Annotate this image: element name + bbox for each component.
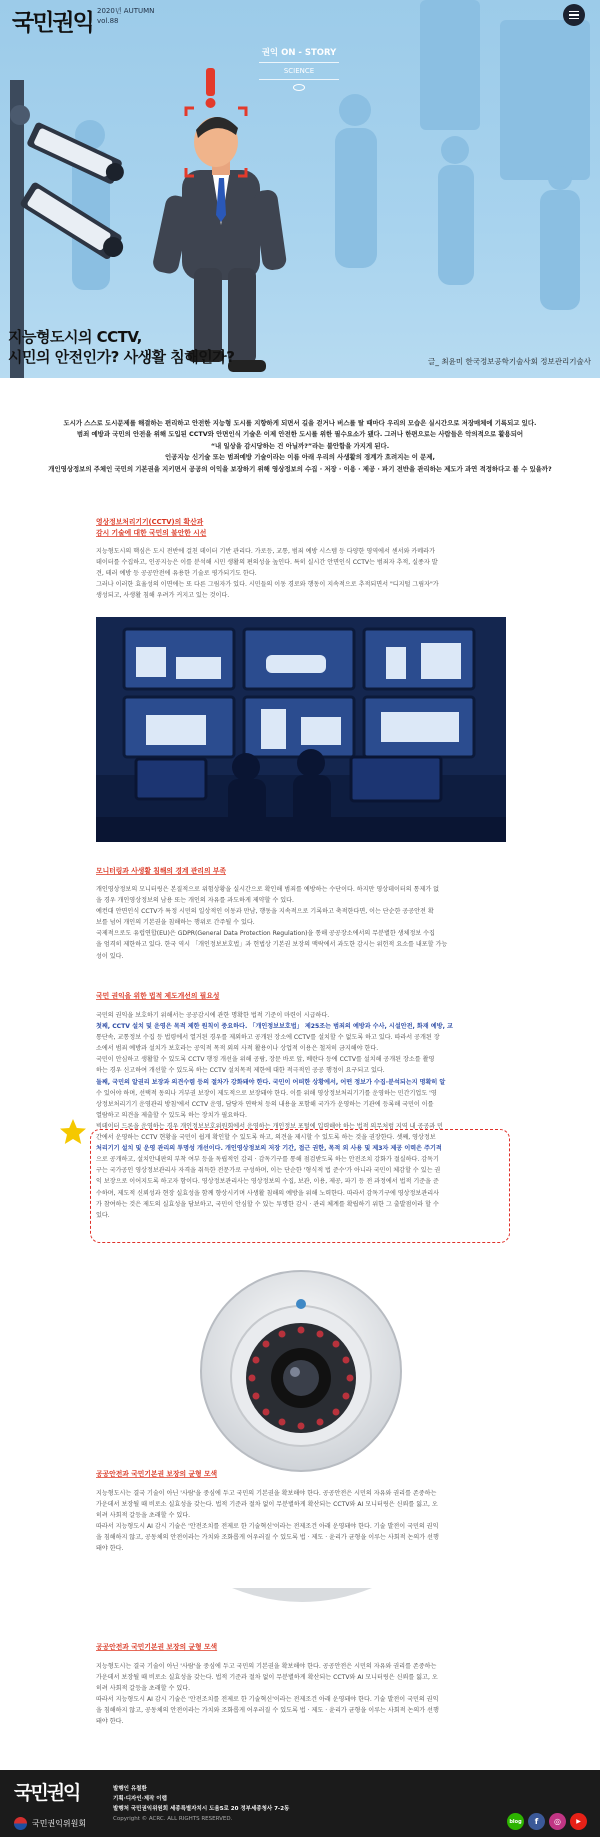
body-line: 지능형도시는 결국 기술이 아닌 '사람'을 중심에 두고 국민의 기본권을 확보해야 한다. 공공안전은 시민의 자유와 권리를 존중하는: [96, 1490, 437, 1497]
taegeuk-icon: [14, 1817, 27, 1830]
body-line: 견, 테러 예방 등 공공안전에 유용한 기술로 평가되기도 한다.: [96, 570, 257, 578]
lead-line: 인공지능 신기술 또는 범죄예방 기술이라는 이름 아래 우리의 사생활의 경계가 흐려지는 이 문제,: [165, 453, 435, 462]
blog-icon[interactable]: blog: [507, 1813, 524, 1830]
body-line: 히려 사회적 갈등을 초래할 수 있다.: [96, 1512, 191, 1520]
body-line: 지능형도시의 핵심은 도시 전반에 걸친 데이터 기반 관리다. 가로등, 교통, 범죄 예방 시스템 등 다양한 영역에서 센서와 카메라가: [96, 548, 435, 555]
body-line: 따라서 지능형도시 AI 감시 기술은 '안전조치를 전제로 한 기술혁신'이라는 전제조건 아래 운영돼야 한다. 기술 발전이 국민의 권익: [96, 1696, 439, 1704]
body-line-highlight: 둘째, 국민의 알권리 보장과 의견수렴 등의 절차가 강화돼야 한다. 국민이 어떠한 상황에서, 어떤 정보가 수집·분석되는지 명확히 알: [96, 1078, 446, 1086]
section-title-1-line2: 감시 기술에 대한 국민의 불안한 시선: [96, 528, 207, 537]
body-line: 생성되고, 사생활 침해 우려가 커지고 있는 것이다.: [96, 592, 230, 600]
story-category: 권익 ON - STORY: [259, 46, 339, 63]
body-line: 예컨대 안면인식 CCTV가 특정 시민의 일상적인 이동과 만남, 행동을 지속적으로 기록하고 축적한다면, 이는 단순한 공공안전 확: [96, 908, 434, 916]
body-line: 을 엄격히 제한하고 있다. 한국 역시 「개인정보보호법」과 헌법상 기본권 보장의 맥락에서 과도한 감시는 위헌적 요소를 내포할 가능: [96, 941, 448, 949]
lead-line: 도시가 스스로 도시문제를 해결하는 편리하고 안전한 지능형 도시를 지향하게 되면서 길을 걷거나 버스를 탈 때마다 우리의 모습은 실시간으로 저장매체에 기록되고 있다.: [63, 419, 537, 427]
body-line: 가운데서 보장될 때 비로소 실효성을 갖는다. 법적 기준과 절차 없이 무분별하게 확산되는 CCTV와 AI 모니터링은 신뢰를 잃고, 오: [96, 1674, 438, 1682]
issue-info: [97, 6, 154, 26]
section-title-4: 공공안전과 국민기본권 보장의 균형 모색: [96, 1470, 218, 1478]
control-room-illustration: [96, 617, 506, 842]
body-line: 보를 넘어 개인의 기본권을 침해하는 행위로 간주될 수 있다.: [96, 919, 255, 927]
footer-info: [113, 1784, 289, 1824]
footer-copyright: Copyright © ACRC. ALL RIGHTS RESERVED.: [113, 1816, 233, 1822]
body-line: 간에서 운영하는 CCTV 현황을 국민이 쉽게 확인할 수 있도록 하고, 의견을 제시할 수 있도록 하는 것을 권장한다. 셋째, 영상정보: [96, 1134, 436, 1142]
footer-org-name: 국민권익위원회: [32, 1819, 87, 1828]
lead-line: 범죄 예방과 국민의 안전을 위해 도입된 CCTV와 안면인식 기술은 이제 안전한 도시를 위한 필수요소가 됐다. 그러나 한편으로는 사람들은 악의적으로 활용되어: [76, 430, 524, 439]
body-line: 을 경우 개인영상정보의 남용 또는 개인의 자유를 과도하게 제약할 수 있다.: [96, 897, 294, 905]
ring-icon: [293, 84, 305, 91]
article-title: [8, 327, 234, 367]
body-line: 을 침해하지 않고, 공동체의 안전이라는 가치와 조화롭게 어우러질 수 있도록 법 · 제도 · 윤리가 균형을 이루는 사회적 논의가 선행: [96, 1534, 439, 1542]
body-line: 구는 국가공인 영상정보관리사 자격을 취득한 전문가로 구성하며, 이는 단순한 '형식적 법 준수'가 아니라 국민이 체감할 수 있는 권: [96, 1167, 441, 1175]
camera-image-fragment: [232, 1588, 372, 1610]
lead-line: “내 일상을 감시당하는 건 아닐까?”라는 불안함을 가지게 된다.: [210, 441, 390, 450]
body-line: 데이터를 수집하고, 인공지능은 이를 분석해 시민 생활의 편의성을 높인다. 특히 실시간 안면인식 CCTV는 범죄자 추적, 실종자 발: [96, 559, 438, 567]
body-line-highlight: 처리기기 설치 및 운영 관리의 투명성 개선이다. 개인영상정보의 저장 기간, 접근 권한, 목적 외 사용 및 제3자 제공 이력은 주기적: [96, 1145, 442, 1153]
body-line: 수 있어야 하며, 선택적 동의나 거부권 보장이 제도적으로 보장돼야 한다. 이를 위해 영상정보처리기기를 운영하는 민간기업도 '영: [96, 1089, 437, 1097]
footer-planning: 기획·디자인·제작 이랩: [113, 1796, 167, 1802]
body-line: 으로 공개하고, 설치안내판의 부착 여부 등을 독립적인 감리 · 감독기구를 통해 점검받도록 하는 안전조치 강화가 절실하다. 감독기: [96, 1156, 439, 1164]
body-line: 지능형도시는 결국 기술이 아닌 '사람'을 중심에 두고 국민의 기본권을 확보해야 한다. 공공안전은 시민의 자유와 권리를 존중하는: [96, 1663, 437, 1670]
section-body-2: [96, 884, 506, 962]
section-title-1: [96, 517, 206, 538]
lead-line: 개인영상정보의 주체인 국민의 기본권을 지키면서 공공의 이익을 보장하기 위해 영상정보의 수집 · 저장 · 이용 · 제공 · 파기 전반을 관리하는 제도가 과연 적정하다고 볼 수 있을까?: [48, 464, 552, 473]
article-title-line1: 지능형도시의 CCTV,: [8, 328, 142, 346]
body-line-highlight: 첫째, CCTV 설치 및 운영은 목적 제한 원칙이 중요하다. 「개인정보보호법」 제25조는 범죄의 예방과 수사, 시설안전, 화재 예방, 교: [96, 1023, 453, 1031]
section-body-5: [96, 1661, 506, 1728]
youtube-icon[interactable]: ▶: [570, 1813, 587, 1830]
body-line: 통단속, 교통정보 수집 등 법령에서 열거된 경우를 제외하고 공개된 장소에 CCTV를 설치할 수 없도록 하고 있다. 따라서 공개된 장: [96, 1034, 440, 1042]
story-category-tag: [259, 46, 339, 91]
site-footer: [0, 1770, 600, 1837]
body-line: 돼야 한다.: [96, 1718, 124, 1726]
body-line: 국민이 안심하고 생활할 수 있도록 CCTV 행정 개선을 위해 공람, 장문 바로 앞, 베란다 등에 CCTV를 설치해 공개된 장소를 촬영: [96, 1056, 435, 1064]
body-line: 따라서 지능형도시 AI 감시 기술은 '안전조치를 전제로 한 기술혁신'이라는 전제조건 아래 운영돼야 한다. 기술 발전이 국민의 권익: [96, 1523, 439, 1531]
issue-volume: vol.88: [97, 17, 119, 25]
body-line: 익 보장으로 이어지도록 하고자 함이다. 영상정보관리사는 영상정보의 수집, 보관, 이용, 제공, 파기 등 전 과정에서 법적 기준을 준: [96, 1178, 439, 1186]
body-line: 열람하고 의견을 제출할 수 있도록 하는 장치가 필요하다.: [96, 1111, 247, 1119]
body-line: 상정보처리기기 운영관리 방침'에서 CCTV 운영, 담당자 연락처 등의 내용을 포함해 국가가 운영하는 기관에 등록해 국민이 이를: [96, 1100, 434, 1108]
section-title-5: 공공안전과 국민기본권 보장의 균형 모색: [96, 1643, 218, 1651]
section-title-2: 모니터링과 사생활 침해의 경계 관리의 부족: [96, 867, 227, 875]
body-line: 있다.: [96, 1211, 110, 1219]
footer-publisher: 발행인 유철환: [113, 1786, 147, 1792]
body-line: 가운데서 보장될 때 비로소 실효성을 갖는다. 법적 기준과 절차 없이 무분별하게 확산되는 CCTV와 AI 모니터링은 신뢰를 잃고, 오: [96, 1501, 438, 1509]
body-line: 수하며, 제도적 신뢰성과 현장 실효성을 함께 향상시키며 사생활 침해의 예방을 위해 노력한다. 따라서 감독기구에 영상정보관리사: [96, 1189, 439, 1197]
body-line: 히려 사회적 갈등을 초래할 수 있다.: [96, 1685, 191, 1693]
section-title-1-line1: 영상정보처리기기(CCTV)의 확산과: [96, 518, 204, 526]
hero-banner: [0, 0, 600, 378]
issue-season: 2020년 AUTUMN: [97, 7, 155, 15]
instagram-icon[interactable]: ◎: [549, 1813, 566, 1830]
footer-logo[interactable]: 국민권익: [14, 1782, 80, 1804]
body-line: 국제적으로도 유럽연합(EU)은 GDPR(General Data Protection Regulation)을 통해 공공장소에서의 무분별한 생체정보 수집: [96, 930, 435, 938]
body-line: 돼야 한다.: [96, 1545, 124, 1553]
article-author: 글_ 최윤미 한국정보공학기술사회 정보관리기술사: [427, 357, 591, 366]
section-body-1: [96, 546, 506, 601]
dome-camera-image: [196, 1266, 406, 1476]
star-icon: [58, 1117, 88, 1147]
body-line: 개인영상정보의 모니터링은 본질적으로 위험상황을 실시간으로 확인해 범죄를 예방하는 수단이다. 하지만 영상데이터의 통제가 없: [96, 886, 440, 893]
body-line: 을 침해하지 않고, 공동체의 안전이라는 가치와 조화롭게 어우러질 수 있도록 법 · 제도 · 윤리가 균형을 이루는 사회적 논의가 선행: [96, 1707, 439, 1715]
article-lead: [0, 418, 600, 475]
story-subcategory: SCIENCE: [259, 63, 339, 80]
footer-issuer: 발행처 국민권익위원회 세종특별자치시 도움5로 20 정부세종청사 7-2동: [113, 1806, 290, 1812]
body-line: 국민의 권익을 보호하기 위해서는 공공감시에 관한 명확한 법적 기준이 마련이 시급하다.: [96, 1012, 330, 1019]
body-line: 빅데이터 드론을 운영하는 경우 개인정보보호위원회에서 운영하는 개인정보 포털에 입력해야 하는 법적 의무처럼 지역 내 공공과 민: [96, 1122, 443, 1130]
highlight-dashed-box: [90, 1129, 510, 1243]
menu-icon[interactable]: [563, 4, 585, 26]
article-title-line2: 시민의 안전인가? 사생활 침해인가?: [8, 348, 235, 366]
body-line: 소에서 범죄 예방과 설치가 보호라는 공익적 목적 외의 사적 활용이나 상업적 이용은 철저히 금지해야 한다.: [96, 1045, 379, 1053]
body-line: 가 참여하는 것은 제도의 실효성을 담보하고, 국민이 안심할 수 있는 투명한 감시 · 관리 체계를 확립하기 위한 그 출발점이라 할 수: [96, 1200, 439, 1208]
section-title-3: 국민 권익을 위한 법적 제도개선의 필요성: [96, 992, 220, 1000]
body-line: 그러나 이러한 효율성의 이면에는 또 다른 그림자가 있다. 시민들의 이동 경로와 행동이 지속적으로 추적되면서 "디지털 그림자"가: [96, 581, 439, 589]
facebook-icon[interactable]: f: [528, 1813, 545, 1830]
footer-org: [14, 1817, 86, 1830]
section-body-4: [96, 1488, 506, 1555]
body-line: 성이 있다.: [96, 952, 124, 960]
body-line: 하는 경우 신고하여 개선할 수 있도록 하는 CCTV 설치목적 제한에 대한 적극적인 공공 행정이 요구되고 있다.: [96, 1067, 385, 1075]
site-logo[interactable]: 국민권익: [12, 10, 93, 36]
